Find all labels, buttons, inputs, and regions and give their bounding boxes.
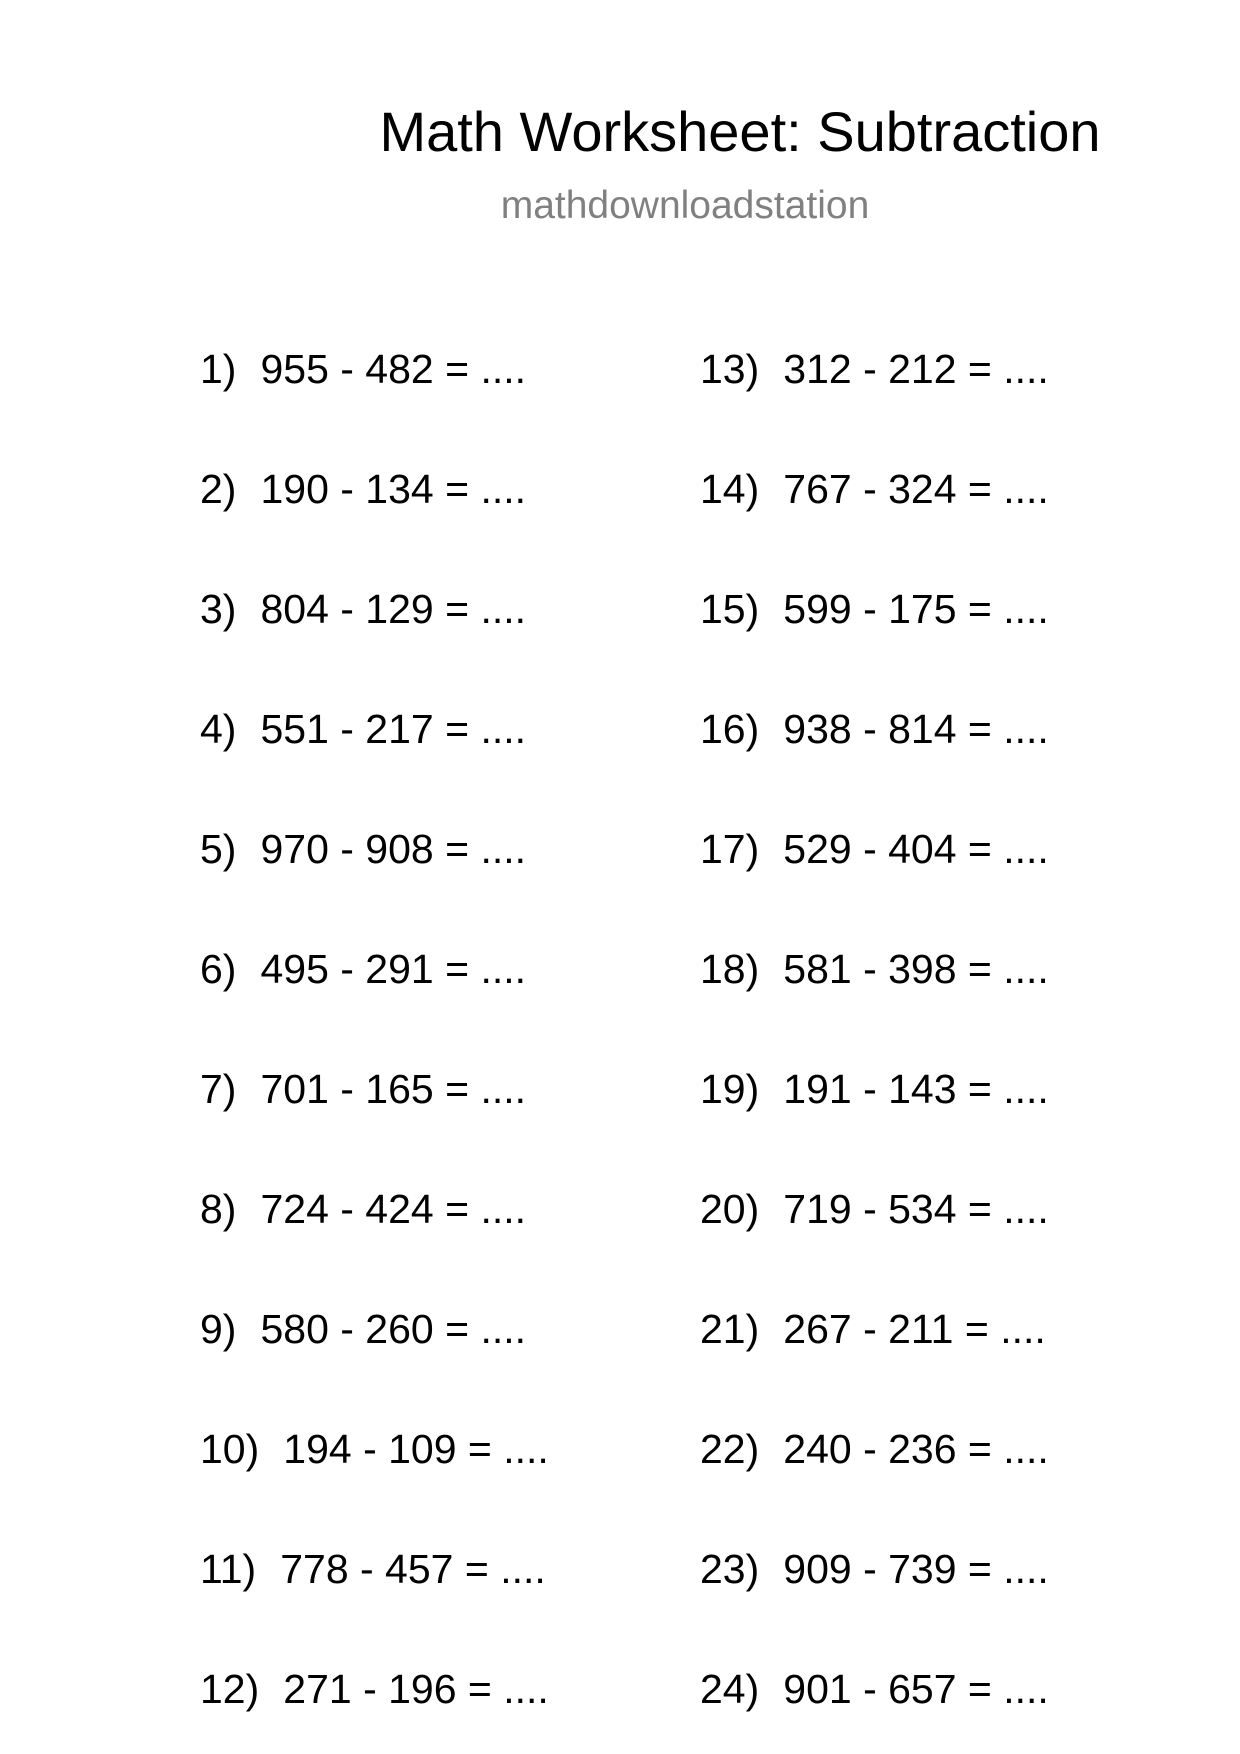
problem-item <box>700 345 1049 393</box>
problem-expression: 190 - 134 = .... <box>260 466 527 512</box>
problem-number: 9) <box>200 1306 237 1352</box>
problem-number: 2) <box>200 466 237 512</box>
problem-expression: 938 - 814 = .... <box>783 706 1049 752</box>
problem-item <box>700 465 1049 513</box>
problem-number: 6) <box>200 946 237 992</box>
problem-expression: 312 - 212 = .... <box>783 346 1049 392</box>
problem-item <box>700 945 1049 993</box>
problem-number: 24) <box>700 1666 760 1712</box>
problem-item <box>200 1665 549 1713</box>
problem-item <box>700 705 1049 753</box>
problem-item <box>200 1545 546 1593</box>
problem-expression: 767 - 324 = .... <box>783 466 1049 512</box>
problem-item <box>700 1185 1049 1233</box>
problem-number: 8) <box>200 1186 237 1232</box>
problem-number: 20) <box>700 1186 760 1232</box>
problem-expression: 778 - 457 = .... <box>280 1546 546 1592</box>
problem-item <box>700 1545 1049 1593</box>
problem-number: 11) <box>200 1546 257 1592</box>
problem-item <box>200 1185 526 1233</box>
problem-item <box>200 945 526 993</box>
problem-expression: 271 - 196 = .... <box>283 1666 549 1712</box>
problem-expression: 267 - 211 = .... <box>783 1306 1046 1352</box>
problem-expression: 529 - 404 = .... <box>783 826 1049 872</box>
problem-item <box>200 1065 526 1113</box>
problem-number: 22) <box>700 1426 760 1472</box>
problem-number: 15) <box>700 586 760 632</box>
problem-item <box>200 585 526 633</box>
problem-item <box>700 1425 1049 1473</box>
problem-expression: 551 - 217 = .... <box>260 706 527 752</box>
problem-number: 13) <box>700 346 760 392</box>
problem-expression: 970 - 908 = .... <box>260 826 527 872</box>
problem-item <box>200 825 526 873</box>
page-title: Math Worksheet: Subtraction <box>379 100 1101 163</box>
problem-expression: 191 - 143 = .... <box>783 1066 1049 1112</box>
problem-item <box>700 1665 1049 1713</box>
problem-number: 23) <box>700 1546 760 1592</box>
problem-expression: 724 - 424 = .... <box>260 1186 527 1232</box>
problem-number: 10) <box>200 1426 260 1472</box>
problem-number: 3) <box>200 586 237 632</box>
problem-expression: 719 - 534 = .... <box>783 1186 1049 1232</box>
problem-number: 4) <box>200 706 237 752</box>
problem-item <box>700 585 1049 633</box>
problem-item <box>200 1305 526 1353</box>
problem-expression: 804 - 129 = .... <box>260 586 527 632</box>
problem-item <box>200 465 526 513</box>
problem-number: 14) <box>700 466 760 512</box>
problem-number: 17) <box>700 826 760 872</box>
problem-item <box>200 1425 549 1473</box>
problem-number: 5) <box>200 826 237 872</box>
problem-number: 16) <box>700 706 760 752</box>
problem-item <box>700 1065 1049 1113</box>
problem-item <box>200 705 526 753</box>
problem-number: 7) <box>200 1066 237 1112</box>
problem-expression: 901 - 657 = .... <box>783 1666 1049 1712</box>
problem-expression: 580 - 260 = .... <box>260 1306 527 1352</box>
problem-expression: 240 - 236 = .... <box>783 1426 1049 1472</box>
problem-number: 19) <box>700 1066 760 1112</box>
problem-expression: 194 - 109 = .... <box>283 1426 549 1472</box>
problem-expression: 909 - 739 = .... <box>783 1546 1049 1592</box>
problem-expression: 581 - 398 = .... <box>783 946 1049 992</box>
problem-number: 21) <box>700 1306 760 1352</box>
problem-expression: 701 - 165 = .... <box>260 1066 527 1112</box>
problem-expression: 599 - 175 = .... <box>783 586 1049 632</box>
source-label: mathdownloadstation <box>500 184 870 227</box>
problem-item <box>200 345 526 393</box>
problem-number: 18) <box>700 946 760 992</box>
problem-item <box>700 825 1049 873</box>
problem-item <box>700 1305 1046 1353</box>
problem-number: 1) <box>200 346 237 392</box>
problem-expression: 495 - 291 = .... <box>260 946 527 992</box>
problem-expression: 955 - 482 = .... <box>260 346 527 392</box>
problem-number: 12) <box>200 1666 260 1712</box>
